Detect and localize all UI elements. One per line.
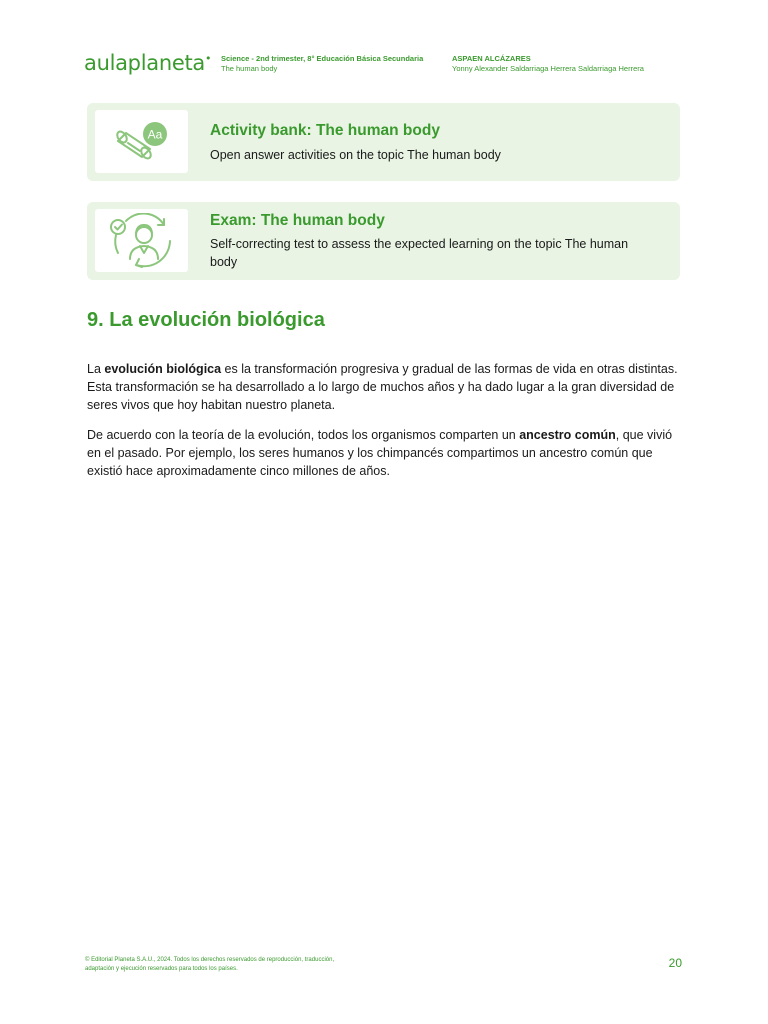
exam-card[interactable] (87, 202, 680, 280)
header-school-info (452, 54, 644, 74)
paragraph (87, 360, 682, 414)
course-line: Science - 2nd trimester, 8° Educación Básica Secundaria (221, 54, 424, 63)
exam-person-icon (95, 209, 188, 272)
page-number: 20 (668, 956, 682, 970)
logo-text: aulaplaneta (84, 51, 205, 75)
card-title[interactable]: Exam: The human body (210, 212, 385, 229)
card-title[interactable]: Activity bank: The human body (210, 122, 440, 139)
school-name: ASPAEN ALCÁZARES (452, 54, 531, 63)
header-course-info (221, 54, 423, 74)
paragraph (87, 426, 682, 480)
bold-term: ancestro común (519, 428, 616, 442)
logo-mark: • (204, 52, 212, 65)
teacher-name: Yonny Alexander Saldarriaga Herrera Saldarriaga Herrera (452, 64, 644, 73)
card-description: Self-correcting test to assess the expected learning on the topic The human body (210, 237, 629, 269)
icon-text: Aa (147, 127, 162, 141)
book-scroll-icon (95, 110, 188, 173)
paragraph-text: La (87, 362, 105, 376)
bold-term: evolución biológica (104, 362, 222, 376)
activity-bank-card[interactable] (87, 103, 680, 181)
aulaplaneta-logo (84, 51, 211, 75)
course-topic: The human body (221, 64, 278, 73)
paragraph-text: De acuerdo con la teoría de la evolución, todos los organismos comparten un (87, 428, 520, 442)
section-heading: 9. La evolución biológica (87, 309, 325, 331)
paragraph-text: , que vivió en el pasado. Por ejemplo, los seres humanos y los chimpancés compartimos un ancestro común que existió hace aproximadamente cinco millones de años. (87, 428, 673, 478)
card-description: Open answer activities on the topic The human body (210, 148, 501, 162)
paragraph-text: es la transformación progresiva y gradual de las formas de vida en otras distintas. Esta transformación se ha desarrollado a lo largo de muchos años y ha dado lugar a la gran diversidad de seres vivos que hoy habitan nuestro planeta. (87, 362, 678, 412)
copyright-notice: © Editorial Planeta S.A.U., 2024. Todos los derechos reservados de reproducción, traducción, adaptación y ejecución reservados para todos los países. (85, 957, 335, 972)
